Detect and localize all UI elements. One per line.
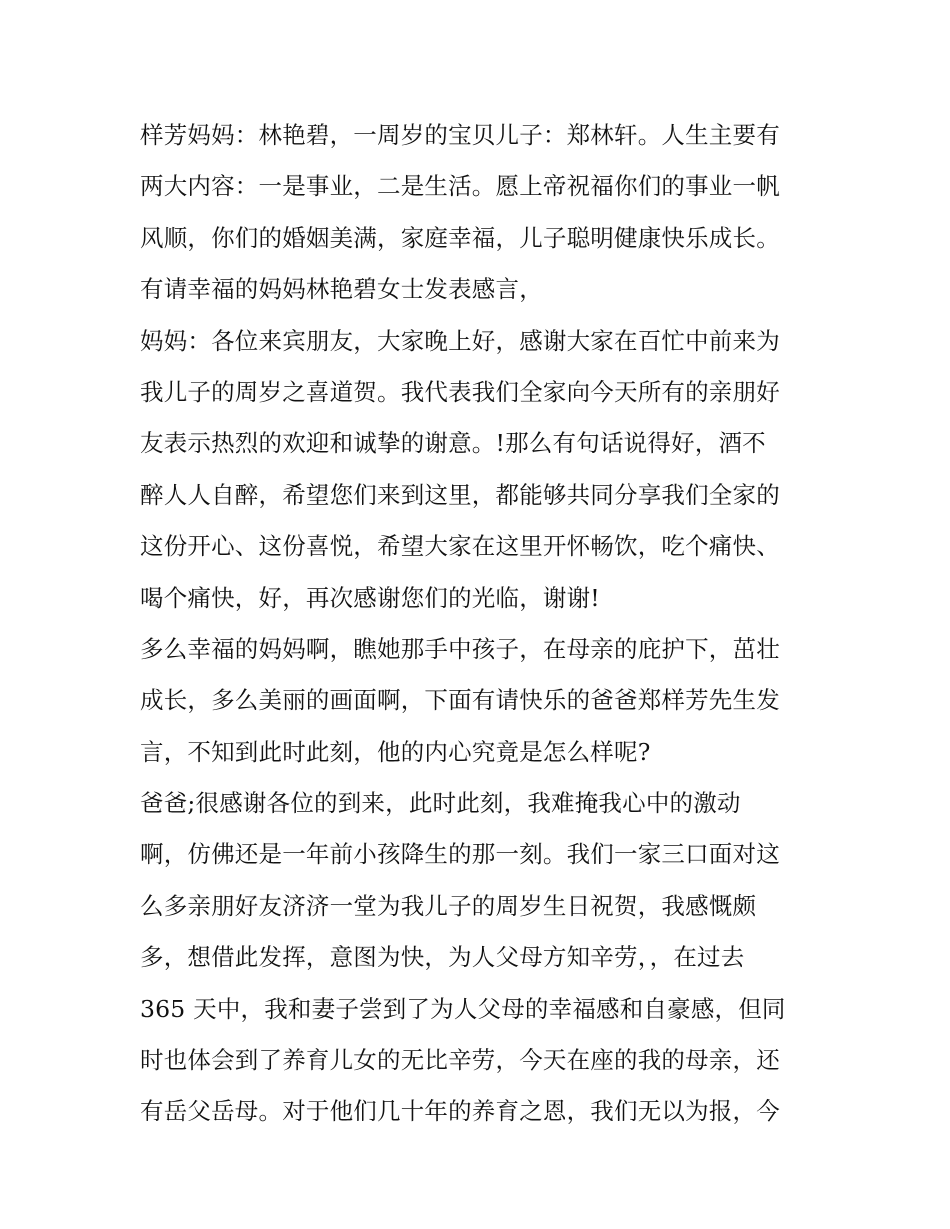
text-line-8: 醉人人自醉，希望您们来到这里，都能够共同分享我们全家的 [140,480,780,509]
text-line-14: 爸爸;很感谢各位的到来，此时此刻，我难掩我心中的激动 [140,789,741,818]
text-line-3: 风顺，你们的婚姻美满，家庭幸福，儿子聪明健康快乐成长。 [140,223,780,252]
text-line-12: 成长，多么美丽的画面啊，下面有请快乐的爸爸郑样芳先生发 [140,686,780,715]
text-line-1: 样芳妈妈：林艳碧，一周岁的宝贝儿子：郑林轩。人生主要有 [140,121,780,149]
text-line-5: 妈妈：各位来宾朋友，大家晚上好，感谢大家在百忙中前来为 [140,326,780,355]
text-line-17: 多，想借此发挥，意图为快，为人父母方知辛劳，，在过去 [140,943,745,972]
text-line-13: 言，不知到此时此刻，他的内心究竟是怎么样呢? [140,737,651,766]
text-line-4: 有请幸福的妈妈林艳碧女士发表感言， [140,275,543,304]
text-line-19: 时也体会到了养育儿女的无比辛劳，今天在座的我的母亲，还 [140,1046,780,1075]
text-line-10: 喝个痛快，好，再次感谢您们的光临，谢谢! [140,583,600,612]
text-line-15: 啊，仿佛还是一年前小孩降生的那一刻。我们一家三口面对这 [140,840,780,869]
text-line-7: 友表示热烈的欢迎和诚挚的谢意。!那么有句话说得好，酒不 [140,429,766,458]
text-line-2: 两大内容：一是事业，二是生活。愿上帝祝福你们的事业一帆 [140,172,780,201]
text-line-20: 有岳父岳母。对于他们几十年的养育之恩，我们无以为报，今 [140,1097,780,1126]
body-text [140,110,830,1138]
text-line-18: 365 天中，我和妻子尝到了为人父母的幸福感和自豪感，但同 [140,994,786,1023]
text-line-11: 多么幸福的妈妈啊，瞧她那手中孩子，在母亲的庇护下，茁壮 [140,634,780,663]
text-line-9: 这份开心、这份喜悦，希望大家在这里开怀畅饮，吃个痛快、 [140,532,780,561]
text-line-6: 我儿子的周岁之喜道贺。我代表我们全家向今天所有的亲朋好 [140,377,780,406]
text-line-16: 么多亲朋好友济济一堂为我儿子的周岁生日祝贺，我感慨颇 [140,891,757,920]
